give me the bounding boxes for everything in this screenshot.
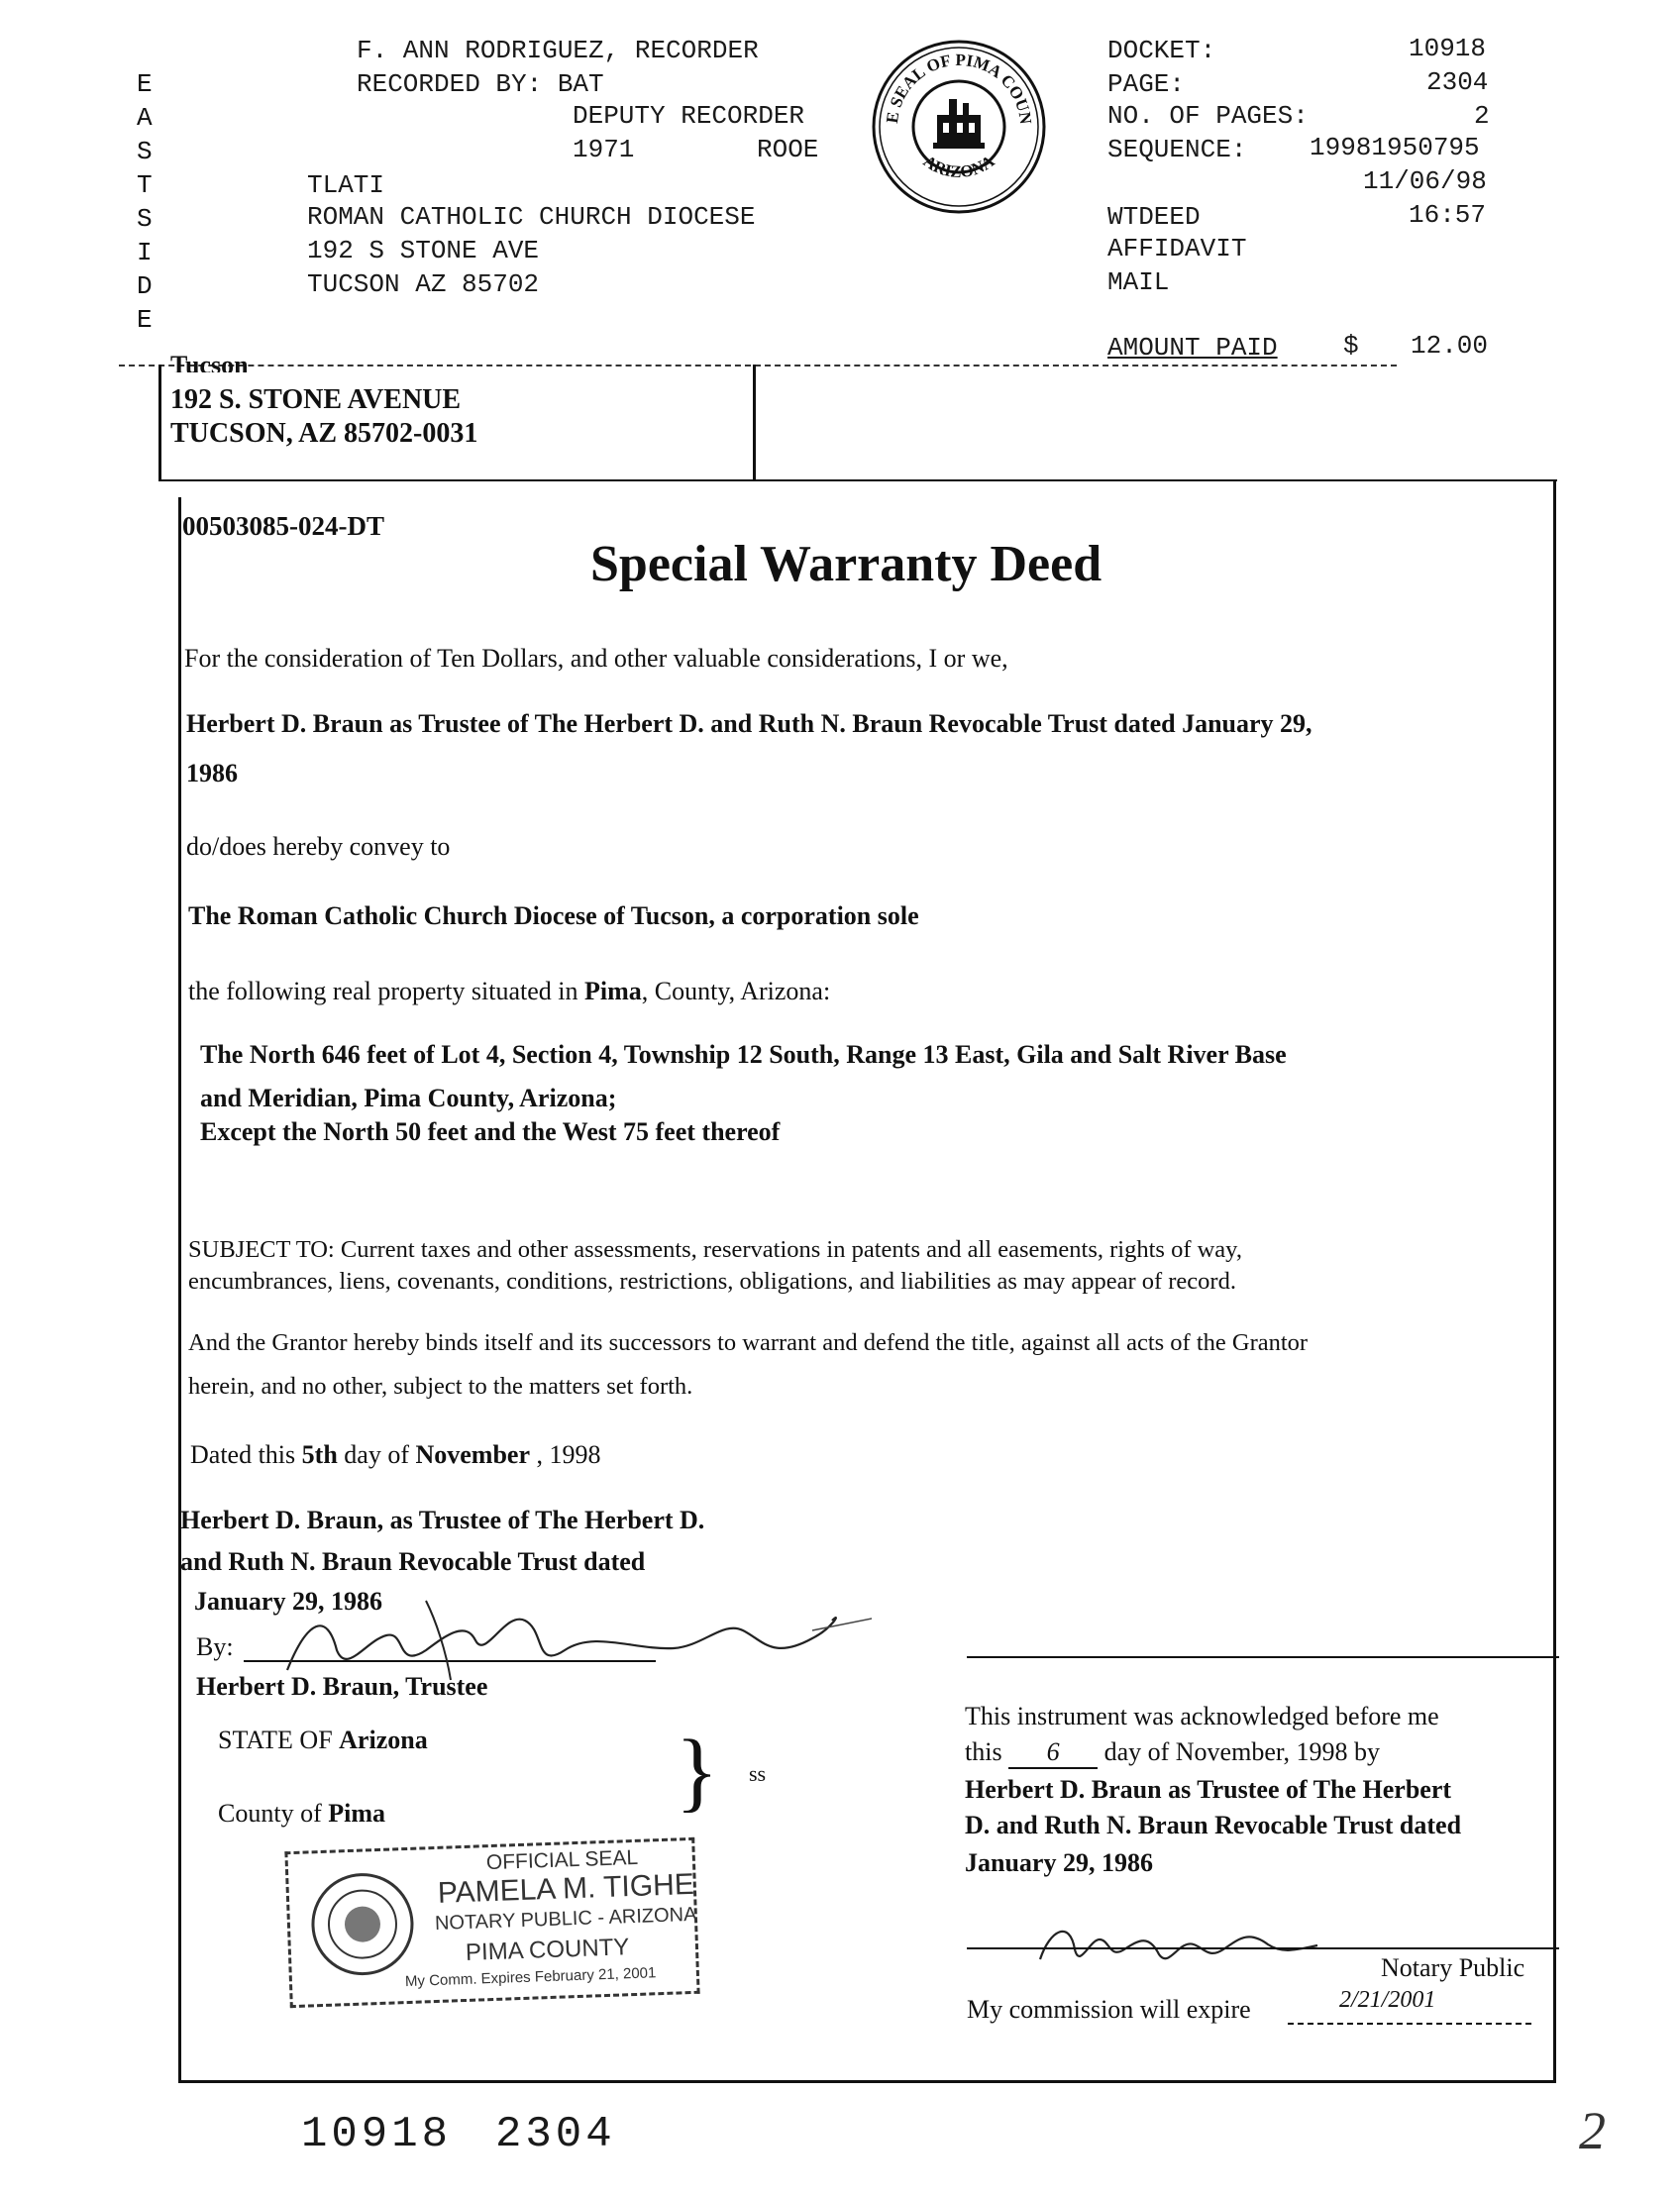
dated-month: November: [415, 1440, 530, 1469]
sequence-label: SEQUENCE:: [1107, 135, 1247, 164]
vertical-office-label: [137, 69, 157, 339]
side-letter: D: [137, 271, 153, 301]
warranty-line-2: herein, and no other, subject to the matters set forth.: [188, 1373, 693, 1400]
side-letter: S: [137, 137, 153, 166]
notary-public-label: Notary Public: [1381, 1953, 1525, 1982]
escrow-file-number: 00503085-024-DT: [182, 511, 384, 541]
stamp-line-4: PIMA COUNTY: [465, 1934, 630, 1966]
legal-description-line-2: and Meridian, Pima County, Arizona;: [200, 1084, 617, 1112]
seal-bottom-text: ARIZONA: [919, 151, 998, 182]
page-label: PAGE:: [1107, 69, 1186, 99]
state-label: STATE OF: [218, 1726, 340, 1754]
stamp-line-1: OFFICIAL SEAL: [485, 1845, 639, 1875]
side-letter: A: [137, 103, 153, 133]
delivery-method: MAIL: [1107, 267, 1170, 297]
ack-line-2: [965, 1737, 1380, 1769]
return-box-left: [158, 365, 161, 481]
recorder-code-2: ROOE: [757, 135, 819, 164]
document-type: WTDEED: [1107, 202, 1201, 232]
mail-to-line-3: 192 S STONE AVE: [307, 236, 540, 265]
header-separator: [119, 365, 1397, 367]
grantee-name: The Roman Catholic Church Diocese of Tucson, a corporation sole: [188, 901, 919, 930]
county-value: Pima: [328, 1799, 385, 1828]
ack-line-3: Herbert D. Braun as Trustee of The Herbert: [965, 1775, 1452, 1804]
docket-value: 10918: [1409, 34, 1487, 63]
mail-to-line-2: ROMAN CATHOLIC CHURCH DIOCESE: [307, 202, 756, 232]
recorded-by: RECORDED BY: BAT: [357, 69, 604, 99]
deed-box-top: [160, 479, 1557, 481]
legal-description-exception: Except the North 50 feet and the West 75 feet thereof: [200, 1117, 781, 1146]
signer-name: Herbert D. Braun, Trustee: [196, 1672, 488, 1701]
ack-line-4: D. and Ruth N. Braun Revocable Trust dated: [965, 1811, 1462, 1839]
warranty-line-1: And the Grantor hereby binds itself and its successors to warrant and defend the title, against all acts of the Grantor: [188, 1329, 1309, 1356]
dated-a: Dated this: [190, 1440, 302, 1469]
ack-day: 6: [1008, 1737, 1098, 1769]
pages-label: NO. OF PAGES:: [1107, 101, 1309, 131]
notary-seal-emblem: [306, 1868, 419, 1981]
recorder-code: 1971: [573, 135, 635, 164]
ack-line-5: January 29, 1986: [965, 1848, 1153, 1877]
grantor-line-1: Herbert D. Braun as Trustee of The Herbert D. and Ruth N. Braun Revocable Trust dated January 29,: [186, 709, 1312, 738]
dated-day: 5th: [301, 1440, 338, 1469]
dated-line: [190, 1440, 601, 1470]
notary-signature-line: [967, 1947, 1559, 1949]
brace-symbol: }: [676, 1723, 719, 1821]
deed-box-right: [1553, 479, 1556, 2082]
svg-text:ARIZONA: [920, 151, 998, 181]
side-letter: T: [137, 170, 153, 200]
recorded-time: 16:57: [1409, 200, 1487, 230]
sequence-value: 19981950795: [1310, 133, 1480, 162]
property-intro-a: the following real property situated in: [188, 977, 585, 1005]
side-letter: S: [137, 204, 153, 234]
legal-description-line-1: The North 646 feet of Lot 4, Section 4, Township 12 South, Range 13 East, Gila and Salt River Base: [200, 1040, 1287, 1069]
side-letter: E: [137, 69, 153, 99]
signature-entity-line-1: Herbert D. Braun, as Trustee of The Herbert D.: [180, 1506, 705, 1534]
return-box-right: [753, 365, 756, 481]
state-line: [218, 1726, 428, 1755]
ack-line-1: This instrument was acknowledged before me: [965, 1702, 1439, 1730]
notary-seal-stamp: [284, 1837, 699, 2008]
county-label: County of: [218, 1799, 329, 1828]
stamp-line-5: My Comm. Expires February 21, 2001: [404, 1964, 657, 1991]
ss-label: ss: [749, 1761, 767, 1786]
ack-day-suffix: day of November, 1998 by: [1098, 1737, 1380, 1766]
deed-box-left: [178, 497, 181, 2082]
return-address-city: TUCSON, AZ 85702-0031: [170, 418, 478, 449]
consideration-text: For the consideration of Ten Dollars, and other valuable considerations, I or we,: [184, 644, 1008, 673]
pima-county-seal: [870, 38, 1048, 216]
stamp-notary-name: PAMELA M. TIGHE: [437, 1867, 695, 1910]
commission-expire-date: 2/21/2001: [1339, 1987, 1436, 2013]
deputy-recorder: DEPUTY RECORDER: [573, 101, 805, 131]
recorded-date: 11/06/98: [1363, 166, 1487, 196]
mail-to-line-4: TUCSON AZ 85702: [307, 269, 540, 299]
property-county: Pima: [584, 977, 642, 1005]
recorder-name: F. ANN RODRIGUEZ, RECORDER: [357, 36, 759, 65]
state-value: Arizona: [339, 1726, 428, 1754]
docket-label: DOCKET:: [1107, 36, 1216, 65]
deed-title: Special Warranty Deed: [590, 536, 1102, 592]
seal-top-text: E SEAL OF PIMA COUN: [882, 50, 1036, 126]
mail-to-line-1: TLATI: [307, 170, 385, 200]
document-type-2: AFFIDAVIT: [1107, 234, 1247, 263]
footer-page: 2304: [495, 2110, 616, 2159]
property-intro-b: , County, Arizona:: [641, 977, 831, 1005]
side-letter: E: [137, 305, 153, 335]
footer-docket: 10918: [301, 2110, 453, 2159]
dated-b: day of: [337, 1440, 416, 1469]
subject-to-line-2: encumbrances, liens, covenants, conditions, restrictions, obligations, and liabilities as may appear of record.: [188, 1268, 1236, 1295]
pages-value: 2: [1474, 101, 1490, 131]
by-label: By:: [196, 1632, 234, 1661]
return-address-city-cut: Tucson: [170, 351, 249, 372]
amount-paid-value: 12.00: [1411, 331, 1489, 361]
notary-signature: [1030, 1900, 1327, 1979]
deed-box-bottom: [178, 2080, 1556, 2083]
ack-this: this: [965, 1737, 1009, 1766]
county-line: [218, 1799, 385, 1829]
page-value: 2304: [1426, 67, 1489, 97]
stamp-line-3: NOTARY PUBLIC - ARIZONA: [434, 1903, 697, 1936]
subject-to-line-1: SUBJECT TO: Current taxes and other assessments, reservations in patents and all easements, rights of way,: [188, 1236, 1242, 1263]
signature-entity-line-2: and Ruth N. Braun Revocable Trust dated: [180, 1547, 646, 1576]
return-address-street: 192 S. STONE AVENUE: [170, 384, 462, 415]
grantor-line-2: 1986: [186, 759, 238, 787]
commission-expire-label: My commission will expire: [967, 1995, 1251, 2024]
convey-text: do/does hereby convey to: [186, 832, 451, 861]
side-letter: I: [137, 238, 153, 267]
dated-c: , 1998: [530, 1440, 601, 1469]
amount-paid-label: AMOUNT PAID: [1107, 333, 1278, 363]
currency-symbol: $: [1343, 331, 1359, 361]
handwritten-page-number: 2: [1579, 2101, 1606, 2160]
signature-entity-line-3: January 29, 1986: [194, 1587, 382, 1616]
property-intro: [188, 977, 830, 1006]
acknowledgment-top-line: [967, 1656, 1559, 1658]
